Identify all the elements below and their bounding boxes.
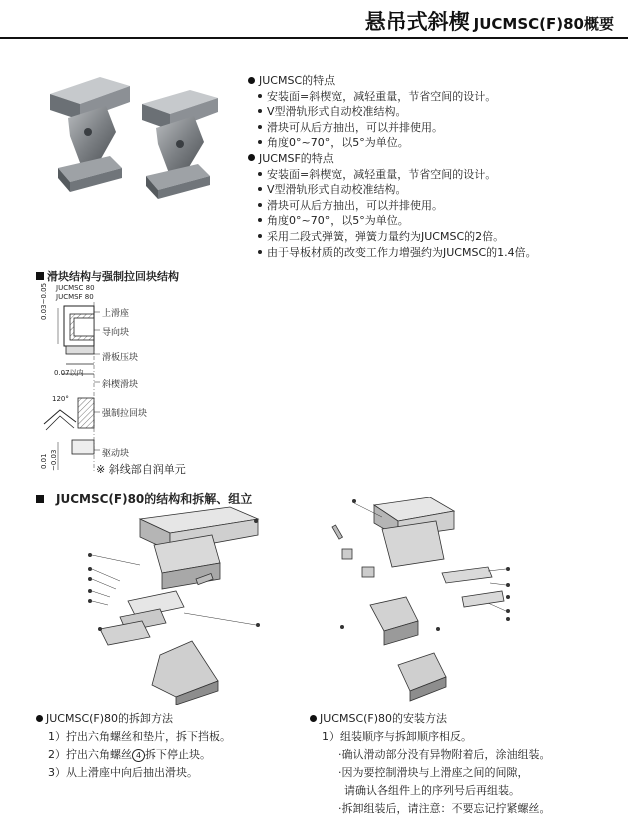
- disassembly-heading: JUCMSC(F)80的拆卸方法: [36, 710, 231, 728]
- list-item: 滑块可从后方抽出，可以并排使用。: [248, 120, 618, 136]
- hatch-note: ※ 斜线部自润单元: [96, 463, 186, 476]
- exploded-view-assembly: [318, 497, 523, 702]
- disassembly-step-2: 2）拧出六角螺丝 4 拆下停止块。: [48, 748, 211, 761]
- list-item: 角度0°~70°，以5°为单位。: [248, 213, 618, 229]
- list-item: 采用二段式弹簧，弹簧力量约为JUCMSC的2倍。: [248, 229, 618, 245]
- dim-bottom-b: ~0.03: [50, 449, 58, 471]
- installation-heading: JUCMSC(F)80的安装方法: [310, 710, 551, 728]
- disassembly-step-3: 3）从上滑座中向后抽出滑块。: [48, 766, 198, 779]
- list-item: V型滑轨形式自动校准结构。: [248, 104, 618, 120]
- disassembly-block: [36, 710, 231, 782]
- list-item: 滑块可从后方抽出，可以并排使用。: [248, 198, 618, 214]
- installation-note: 请确认各组件上的序列号后再组装。: [344, 784, 520, 797]
- list-item: 安装面=斜楔宽，减轻重量，节省空间的设计。: [248, 167, 618, 183]
- installation-note: ·因为要控制滑块与上滑座之间的间隙，: [338, 766, 529, 779]
- list-item: 角度0°~70°，以5°为单位。: [248, 135, 618, 151]
- label-wedge-slide: 斜楔滑块: [102, 380, 139, 390]
- structure-section-heading: JUCMSC(F)80的结构和拆解、组立: [36, 490, 252, 507]
- cross-section-diagram: [36, 302, 106, 472]
- model-label-b: JUCMSF 80: [56, 293, 94, 301]
- header-rule: [0, 37, 628, 39]
- title-main: 悬吊式斜楔: [364, 10, 470, 34]
- label-upper-slide: 上滑座: [102, 309, 130, 319]
- label-slide-plate: 滑板压块: [102, 353, 139, 363]
- exploded-view-disassembly: [80, 505, 270, 705]
- features-block: [248, 73, 618, 260]
- page-title: [365, 6, 614, 36]
- label-guide-block: 导向块: [102, 328, 130, 338]
- dim-top: 0.03~0.05: [40, 282, 48, 320]
- product-photo: [40, 72, 230, 202]
- title-model: JUCMSC(F)80概要: [473, 15, 614, 33]
- dim-mid: 0.07以内: [54, 369, 84, 377]
- jucmsf-heading: JUCMSF的特点: [248, 151, 618, 167]
- disassembly-step-1: 1）拧出六角螺丝和垫片，拆下挡板。: [48, 730, 231, 743]
- label-return-block: 强制拉回块: [102, 409, 148, 419]
- label-drive-block: 驱动块: [102, 449, 130, 459]
- list-item: 安装面=斜楔宽，减轻重量，节省空间的设计。: [248, 89, 618, 105]
- installation-step-1: 1）组装顺序与拆卸顺序相反。: [322, 730, 472, 743]
- part-number-badge: 4: [132, 749, 145, 762]
- list-item: V型滑轨形式自动校准结构。: [248, 182, 618, 198]
- angle-label: 120°: [52, 395, 69, 403]
- model-label-a: JUCMSC 80: [56, 284, 95, 292]
- installation-note: ·确认滑动部分没有异物附着后，涂油组装。: [338, 748, 551, 761]
- list-item: 由于导板材质的改变工作力增强约为JUCMSC的1.4倍。: [248, 245, 618, 261]
- installation-block: [310, 710, 551, 818]
- dim-bottom-a: 0.01: [40, 453, 48, 469]
- slide-section-heading: 滑块结构与强制拉回块结构: [36, 268, 179, 284]
- jucmsc-heading: JUCMSC的特点: [248, 73, 618, 89]
- installation-note: ·拆卸组装后，请注意：不要忘记拧紧螺丝。: [338, 802, 551, 815]
